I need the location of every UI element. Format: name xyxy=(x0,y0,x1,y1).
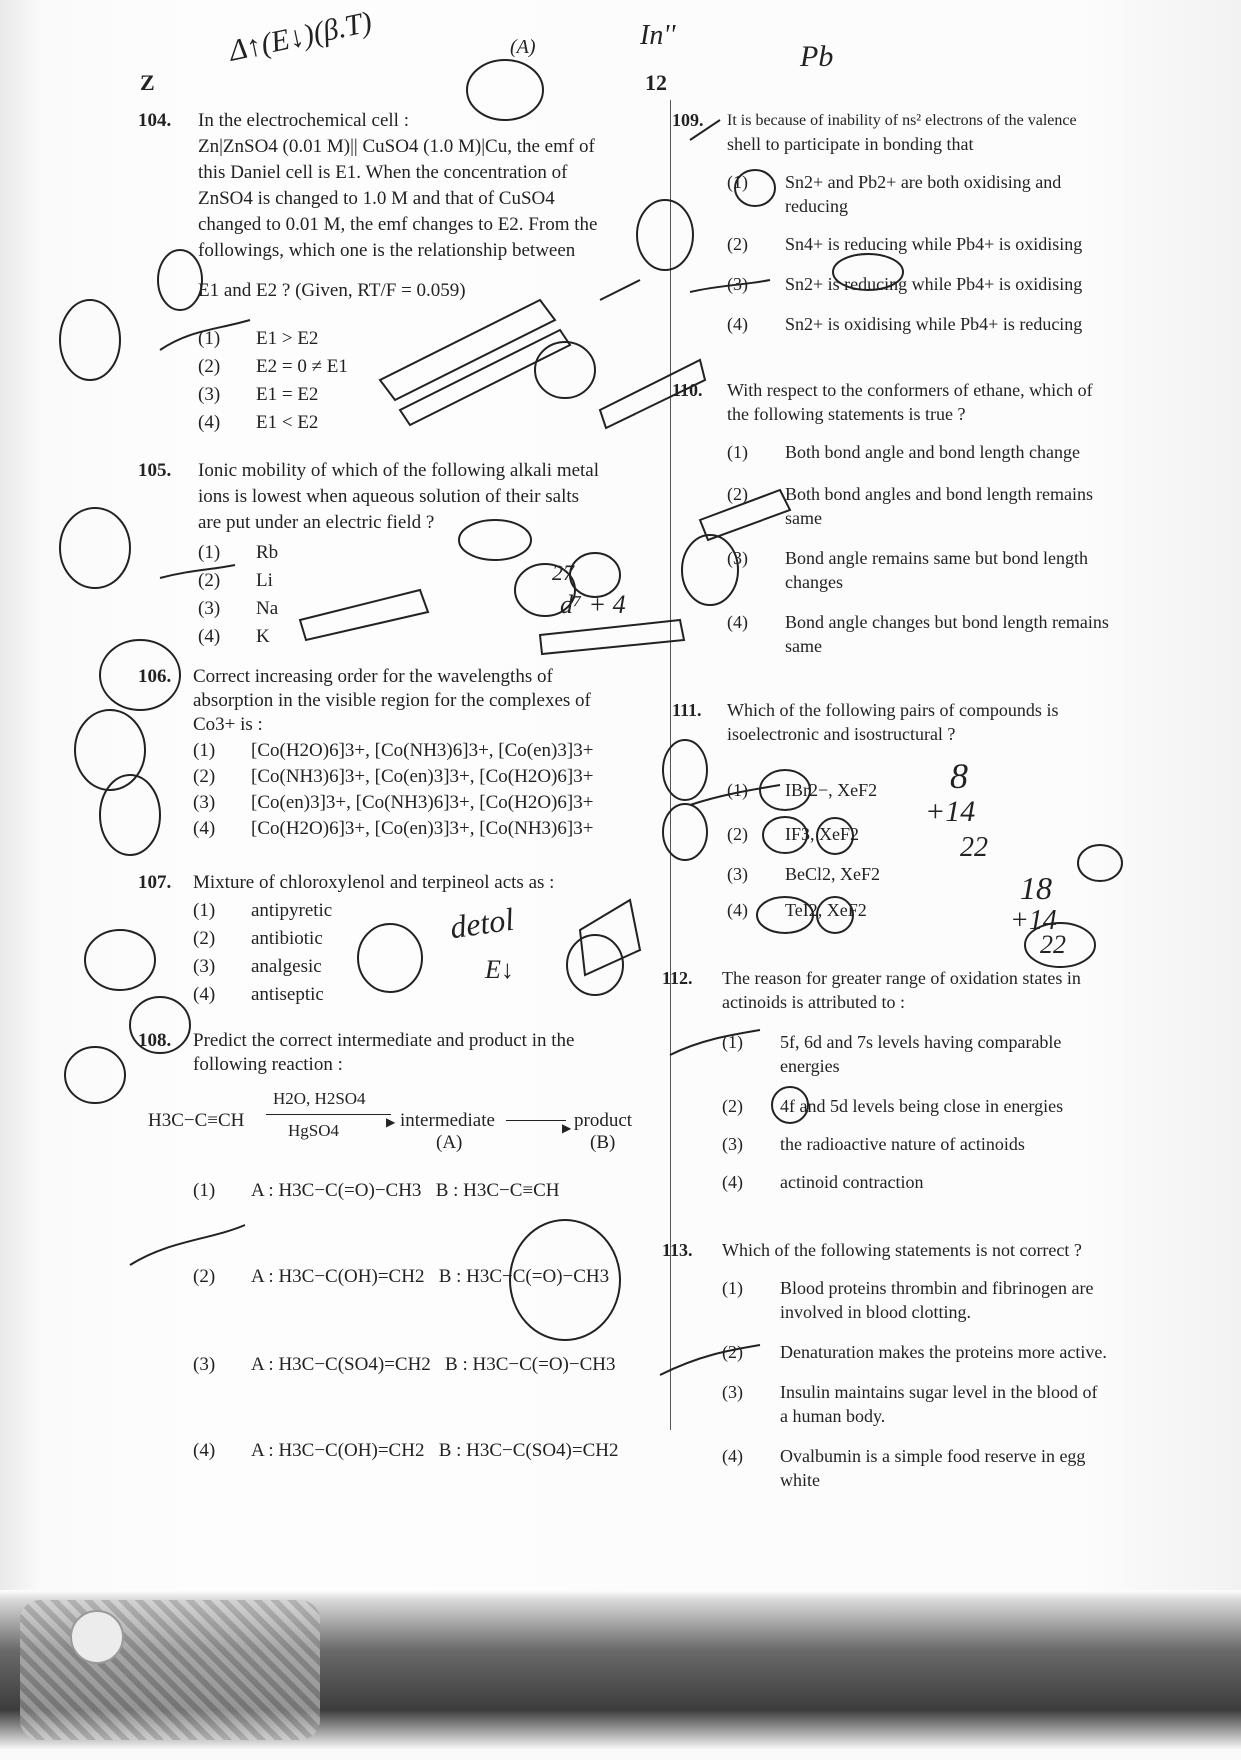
option-2[interactable]: (2) Denaturation makes the proteins more active. xyxy=(722,1342,1107,1362)
question-stem-line: ZnSO4 is changed to 1.0 M and that of CuSO4 xyxy=(198,188,555,209)
reaction-product-label: (B) xyxy=(590,1132,616,1153)
reaction-intermediate-label: (A) xyxy=(436,1132,463,1153)
option-1[interactable]: (1) Rb xyxy=(198,542,279,563)
handwritten-note: 27 xyxy=(552,560,574,585)
question-108 xyxy=(138,1028,658,1498)
option-4[interactable]: (4) Sn2+ is oxidising while Pb4+ is reducing xyxy=(727,314,1083,334)
question-stem-line: actinoids is attributed to : xyxy=(722,992,905,1012)
question-113 xyxy=(662,1238,1192,1498)
option-3[interactable]: (3) Insulin maintains sugar level in the blood of xyxy=(722,1382,1098,1402)
option-1[interactable]: (1) 5f, 6d and 7s levels having comparable xyxy=(722,1032,1062,1052)
question-107 xyxy=(138,870,658,1010)
option-2[interactable]: (2) Li xyxy=(198,570,273,591)
question-stem-line: Correct increasing order for the wavelengths of xyxy=(193,666,553,687)
option-4[interactable]: (4) K xyxy=(198,626,270,647)
option-1[interactable]: (1) A : H3C−C(=O)−CH3 B : H3C−C≡CH xyxy=(193,1180,560,1201)
question-106 xyxy=(138,664,658,864)
question-number: 110. xyxy=(672,380,703,400)
handwritten-note: 18 xyxy=(1020,870,1052,906)
option-3[interactable]: (3) E1 = E2 xyxy=(198,384,319,405)
option-4[interactable]: (4) TeI2, XeF2 xyxy=(727,900,867,920)
option-2[interactable]: (2) antibiotic xyxy=(193,928,323,949)
question-stem-line: changed to 0.01 M, the emf changes to E2. From the xyxy=(198,214,598,235)
option-4[interactable]: (4) actinoid contraction xyxy=(722,1172,924,1192)
question-stem-line: shell to participate in bonding that xyxy=(727,134,974,154)
question-stem-line: The reason for greater range of oxidation states in xyxy=(722,968,1081,988)
background-fabric xyxy=(20,1600,320,1740)
question-number: 112. xyxy=(662,968,693,988)
question-stem-line: following reaction : xyxy=(193,1054,343,1075)
handwritten-note: (A) xyxy=(510,36,536,58)
question-number: 109. xyxy=(672,110,704,130)
handwritten-note: In'' xyxy=(640,20,676,51)
option-2-cont: same xyxy=(785,508,822,528)
option-1[interactable]: (1) Sn2+ and Pb2+ are both oxidising and xyxy=(727,172,1062,192)
page-number: 12 xyxy=(645,70,667,95)
reaction-arrow xyxy=(266,1114,391,1115)
question-stem-line: followings, which one is the relationship between xyxy=(198,240,576,261)
option-4[interactable]: (4) A : H3C−C(OH)=CH2 B : H3C−C(SO4)=CH2 xyxy=(193,1440,619,1461)
question-number: 105. xyxy=(138,460,172,481)
question-stem-line: Predict the correct intermediate and product in the xyxy=(193,1030,575,1051)
handwritten-note: E↓ xyxy=(485,955,514,984)
option-2[interactable]: (2) IF3, XeF2 xyxy=(727,824,860,844)
background-button-object xyxy=(70,1610,124,1664)
option-1[interactable]: (1) IBr2−, XeF2 xyxy=(727,780,878,800)
option-3[interactable]: (3) Sn2+ is reducing while Pb4+ is oxidising xyxy=(727,274,1083,294)
reaction-product: product xyxy=(574,1110,633,1131)
question-stem-line: the following statements is true ? xyxy=(727,404,966,424)
question-stem-line: Which of the following pairs of compounds is xyxy=(727,700,1059,720)
reaction-reagent-top: H2O, H2SO4 xyxy=(273,1089,366,1108)
series-code: Z xyxy=(140,70,155,95)
handwritten-note: +14 xyxy=(925,795,976,828)
handwritten-note: Pb xyxy=(800,40,834,73)
arrow-head-icon: ▶ xyxy=(562,1121,572,1135)
option-1-cont: involved in blood clotting. xyxy=(780,1302,971,1322)
question-109 xyxy=(672,108,1192,348)
question-number: 108. xyxy=(138,1030,172,1051)
option-1[interactable]: (1) Blood proteins thrombin and fibrinogen are xyxy=(722,1278,1094,1298)
option-1[interactable]: (1) Both bond angle and bond length change xyxy=(727,442,1080,462)
option-2[interactable]: (2) Both bond angles and bond length remains xyxy=(727,484,1093,504)
arrow-head-icon: ▶ xyxy=(386,1115,396,1129)
option-3[interactable]: (3) [Co(en)3]3+, [Co(NH3)6]3+, [Co(H2O)6]3+ xyxy=(193,792,594,813)
option-4-cont: same xyxy=(785,636,822,656)
option-1-cont: energies xyxy=(780,1056,840,1076)
question-112 xyxy=(662,966,1192,1196)
reaction-arrow-2 xyxy=(506,1120,566,1121)
question-104 xyxy=(138,108,658,438)
option-2[interactable]: (2) E2 = 0 ≠ E1 xyxy=(198,356,348,377)
question-number: 113. xyxy=(662,1240,693,1260)
option-4[interactable]: (4) antiseptic xyxy=(193,984,324,1005)
option-3-cont: changes xyxy=(785,572,843,592)
question-stem-line: It is because of inability of ns² electrons of the valence xyxy=(727,112,1077,129)
question-number: 107. xyxy=(138,872,172,893)
handwritten-note: +14 xyxy=(1010,905,1057,936)
question-number: 104. xyxy=(138,110,172,131)
option-3[interactable]: (3) BeCl2, XeF2 xyxy=(727,864,881,884)
question-number: 106. xyxy=(138,666,172,687)
reaction-intermediate: intermediate xyxy=(400,1110,495,1131)
reaction-reagent-bottom: HgSO4 xyxy=(288,1121,340,1140)
option-3[interactable]: (3) A : H3C−C(SO4)=CH2 B : H3C−C(=O)−CH3 xyxy=(193,1354,616,1375)
question-110 xyxy=(672,378,1192,658)
option-4[interactable]: (4) Bond angle changes but bond length remains xyxy=(727,612,1109,632)
question-number: 111. xyxy=(672,700,702,720)
question-stem-line: Which of the following statements is not correct ? xyxy=(722,1240,1082,1260)
handwritten-note: 8 xyxy=(950,756,968,796)
option-1-cont: reducing xyxy=(785,196,848,216)
question-stem-line: Ionic mobility of which of the following alkali metal xyxy=(198,460,600,481)
option-2[interactable]: (2) 4f and 5d levels being close in energies xyxy=(722,1096,1064,1116)
option-4[interactable]: (4) Ovalbumin is a simple food reserve in egg xyxy=(722,1446,1086,1466)
question-stem-line: absorption in the visible region for the complexes of xyxy=(193,690,591,711)
option-3[interactable]: (3) Bond angle remains same but bond length xyxy=(727,548,1088,568)
option-3[interactable]: (3) the radioactive nature of actinoids xyxy=(722,1134,1025,1154)
question-stem-line: E1 and E2 ? (Given, RT/F = 0.059) xyxy=(198,280,466,301)
option-1[interactable]: (1) [Co(H2O)6]3+, [Co(NH3)6]3+, [Co(en)3]3+ xyxy=(193,740,594,761)
option-3[interactable]: (3) analgesic xyxy=(193,956,322,977)
question-stem-line: Zn|ZnSO4 (0.01 M)|| CuSO4 (1.0 M)|Cu, the emf of xyxy=(198,136,595,157)
option-4-cont: white xyxy=(780,1470,820,1490)
question-stem-line: ions is lowest when aqueous solution of their salts xyxy=(198,486,580,507)
question-stem-line: Mixture of chloroxylenol and terpineol acts as : xyxy=(193,872,555,893)
question-stem-line: In the electrochemical cell : xyxy=(198,110,409,131)
handwritten-note: d⁷ + 4 xyxy=(560,590,626,619)
handwritten-note: 22 xyxy=(1040,930,1066,959)
question-stem-line: With respect to the conformers of ethane, which of xyxy=(727,380,1093,400)
option-1[interactable]: (1) antipyretic xyxy=(193,900,333,921)
question-stem-line: Co3+ is : xyxy=(193,714,263,735)
option-3[interactable]: (3) Na xyxy=(198,598,279,619)
handwritten-note: Δ↑(E↓)(β.T) xyxy=(226,5,375,68)
option-4[interactable]: (4) E1 < E2 xyxy=(198,412,319,433)
option-2[interactable]: (2) [Co(NH3)6]3+, [Co(en)3]3+, [Co(H2O)6]3+ xyxy=(193,766,594,787)
question-stem-line: this Daniel cell is E1. When the concentration of xyxy=(198,162,568,183)
column-divider xyxy=(670,100,671,1430)
handwritten-note: 22 xyxy=(960,832,988,863)
option-2[interactable]: (2) Sn4+ is reducing while Pb4+ is oxidising xyxy=(727,234,1083,254)
reaction-reactant: H3C−C≡CH xyxy=(148,1110,245,1131)
option-3-cont: a human body. xyxy=(780,1406,886,1426)
option-1[interactable]: (1) E1 > E2 xyxy=(198,328,319,349)
question-stem-line: isoelectronic and isostructural ? xyxy=(727,724,956,744)
option-4[interactable]: (4) [Co(H2O)6]3+, [Co(en)3]3+, [Co(NH3)6]3+ xyxy=(193,818,594,839)
option-2[interactable]: (2) A : H3C−C(OH)=CH2 B : H3C−C(=O)−CH3 xyxy=(193,1266,610,1287)
handwritten-note: detol xyxy=(447,900,517,946)
question-stem-line: are put under an electric field ? xyxy=(198,512,435,533)
